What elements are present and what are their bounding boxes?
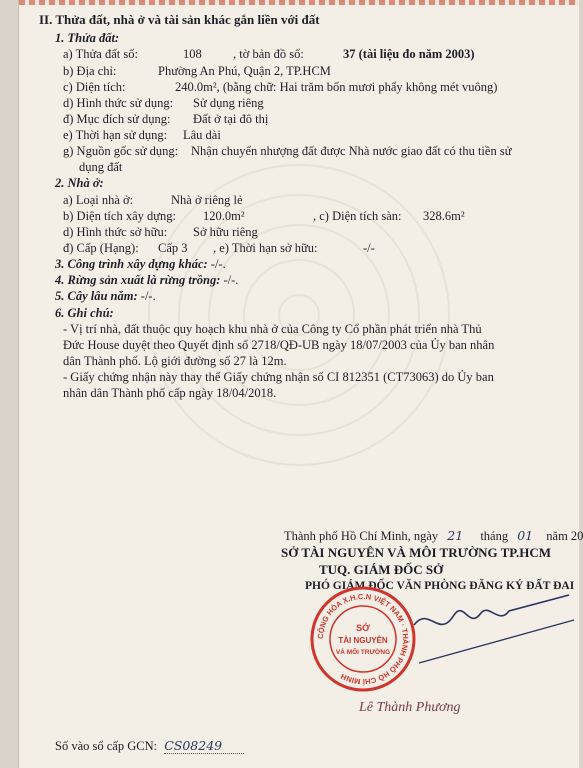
year-part: năm 20 xyxy=(546,529,583,543)
own-form-value: Sở hữu riêng xyxy=(193,225,258,239)
seal-ring-text: CỘNG HÒA X.H.C.N VIỆT NAM · THÀNH PHỐ HỒ CHÍ MINH xyxy=(315,591,411,687)
forest-row xyxy=(55,273,238,288)
note-line: - Giấy chứng nhận này thay thế Giấy chứng nhận số CI 812351 (CT73063) do Ủy ban xyxy=(63,370,494,384)
notes-title: 6. Ghi chú: xyxy=(55,306,114,320)
org-name: SỞ TÀI NGUYÊN VÀ MÔI TRƯỜNG TP.HCM xyxy=(281,545,552,560)
signer-name: Lê Thành Phương xyxy=(359,700,461,715)
land-title: 1. Thửa đất: xyxy=(55,31,120,45)
grade-value: Cấp 3 xyxy=(158,241,188,255)
area-value: 240.0m², (bằng chữ: Hai trăm bốn mươi phẩy không mét vuông) xyxy=(175,80,498,94)
forest-title: 4. Rừng sản xuất là rừng trồng: xyxy=(55,273,221,287)
own-form-label: d) Hình thức sở hữu: xyxy=(63,225,168,239)
note-line: dân Thành phố. Lộ giới đường số 27 là 12m. xyxy=(63,354,287,368)
registry-row xyxy=(55,738,244,754)
sign-day: 21 xyxy=(447,528,464,543)
place-date xyxy=(284,528,583,544)
term-row xyxy=(63,128,221,143)
house-title: 2. Nhà ở: xyxy=(55,176,104,190)
note-line: - Vị trí nhà, đất thuộc quy hoạch khu nhà ở của Công ty Cổ phần phát triển nhà Thủ xyxy=(63,322,482,336)
floor-area-label: , c) Diện tích sàn: xyxy=(313,209,402,223)
use-form-label: d) Hình thức sử dụng: xyxy=(63,96,174,110)
deputy-title: PHÓ GIÁM ĐỐC VĂN PHÒNG ĐĂNG KÝ ĐẤT ĐAI xyxy=(305,580,575,592)
floor-area-value: 328.6m² xyxy=(423,209,465,223)
address-label: b) Địa chỉ: xyxy=(63,64,117,78)
purpose-label: đ) Mục đích sử dụng: xyxy=(63,112,171,126)
origin-label: g) Nguồn gốc sử dụng: xyxy=(63,144,179,158)
place-date-label: Thành phố Hồ Chí Minh, ngày xyxy=(284,529,439,543)
purpose-row xyxy=(63,112,269,127)
red-seal-icon xyxy=(309,585,417,693)
use-form-value: Sử dụng riêng xyxy=(193,96,264,110)
house-type-row xyxy=(63,193,243,208)
build-area-row xyxy=(63,209,465,224)
note-line: nhân dân Thành phố cấp ngày 18/04/2018. xyxy=(63,386,277,400)
seal-center-1: SỞ xyxy=(356,623,370,633)
forest-value: -/-. xyxy=(223,273,239,287)
area-label: c) Diện tích: xyxy=(63,80,126,94)
use-form-row xyxy=(63,96,264,111)
perennial-value: -/-. xyxy=(140,289,156,303)
parcel-row xyxy=(63,47,475,62)
other-works-row xyxy=(55,257,226,272)
build-area-label: b) Diện tích xây dựng: xyxy=(63,209,177,223)
map-label: , tờ bản đồ số: xyxy=(233,47,304,61)
month-label: tháng xyxy=(480,529,509,543)
registry-label: Số vào sổ cấp GCN: xyxy=(55,739,158,753)
term-label: e) Thời hạn sử dụng: xyxy=(63,128,168,142)
other-works-value: -/-. xyxy=(210,257,226,271)
origin-row xyxy=(63,144,512,159)
area-row xyxy=(63,80,498,95)
seal-center-3: VÀ MÔI TRƯỜNG xyxy=(335,649,391,656)
address-row xyxy=(63,64,331,79)
registry-value: CS08249 xyxy=(164,738,244,754)
perennial-row xyxy=(55,289,156,304)
grade-row xyxy=(63,241,375,256)
drum-watermark xyxy=(89,150,509,480)
grade-label: đ) Cấp (Hạng): xyxy=(63,241,139,255)
perennial-title: 5. Cây lâu năm: xyxy=(55,289,138,303)
term-value: Lâu dài xyxy=(183,128,221,142)
house-type-value: Nhà ở riêng lẻ xyxy=(171,193,243,207)
own-term-label: , e) Thời hạn sở hữu: xyxy=(213,241,318,255)
build-area-value: 120.0m² xyxy=(203,209,245,223)
section-heading: II. Thửa đất, nhà ở và tài sản khác gắn liền với đất xyxy=(39,12,320,27)
map-value: 37 (tài liệu đo năm 2003) xyxy=(343,47,475,61)
purpose-value: Đất ở tại đô thị xyxy=(193,112,269,126)
parcel-label: a) Thửa đất số: xyxy=(63,47,138,61)
decorative-border xyxy=(19,0,579,5)
handwritten-signature-icon xyxy=(409,585,579,665)
other-works-title: 3. Công trình xây dựng khác: xyxy=(55,257,208,271)
note-line: Đức House duyệt theo Quyết định số 2718/QĐ-UB ngày 18/07/2003 của Ủy ban nhân xyxy=(63,338,495,352)
address-value: Phường An Phú, Quận 2, TP.HCM xyxy=(158,64,331,78)
origin-value-cont: dụng đất xyxy=(79,160,123,174)
parcel-value: 108 xyxy=(183,47,202,61)
own-term-value: -/- xyxy=(363,241,375,255)
certificate-page xyxy=(18,0,583,768)
sign-month: 01 xyxy=(517,528,534,543)
tuq-title: TUQ. GIÁM ĐỐC SỞ xyxy=(319,562,444,577)
seal-center-2: TÀI NGUYÊN xyxy=(338,636,388,645)
own-form-row xyxy=(63,225,258,240)
house-type-label: a) Loại nhà ở: xyxy=(63,193,134,207)
origin-value: Nhận chuyển nhượng đất được Nhà nước giao đất có thu tiền sử xyxy=(191,144,512,158)
